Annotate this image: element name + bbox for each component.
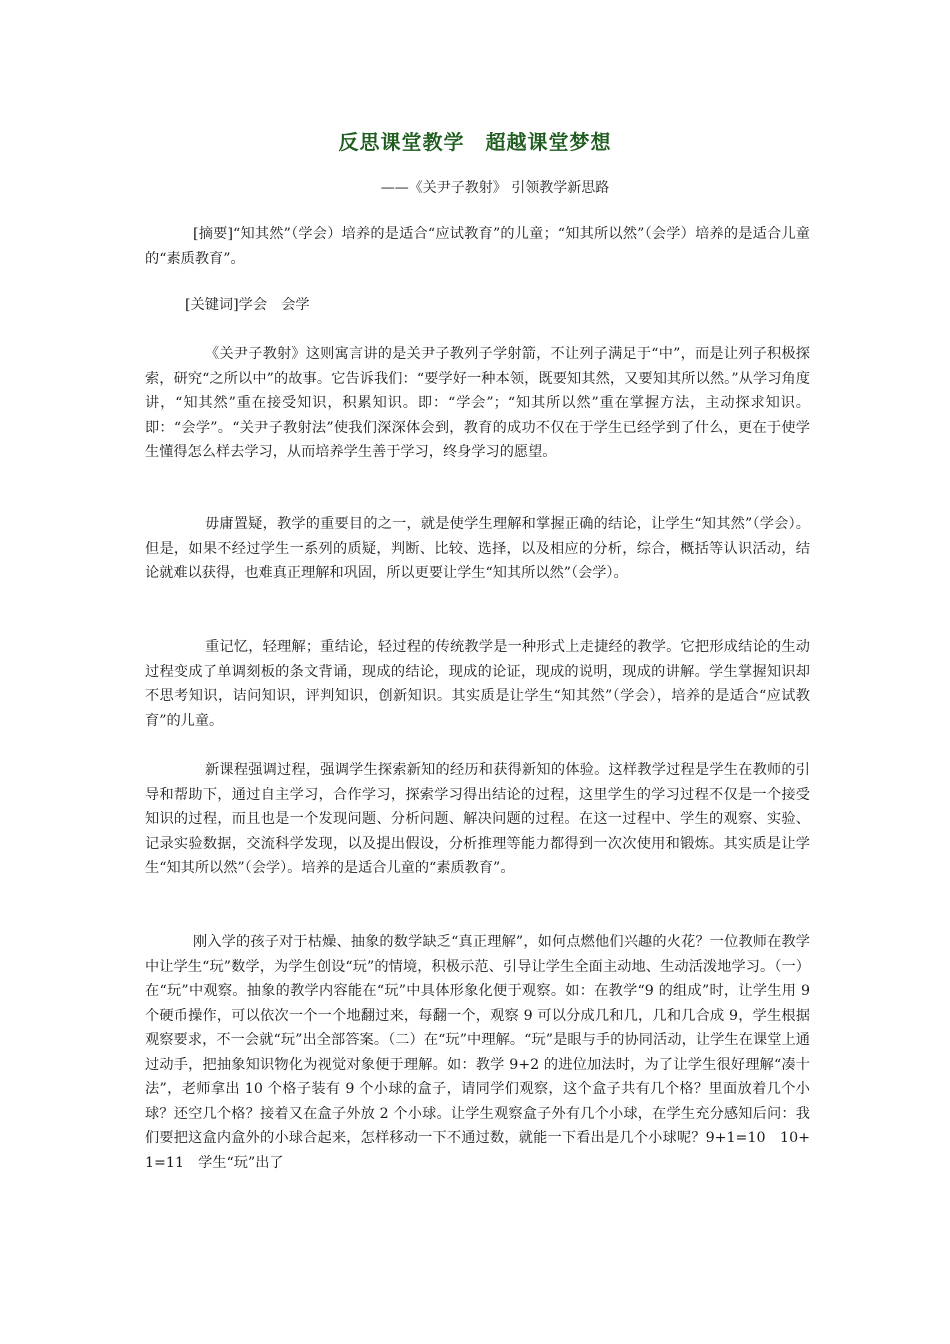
abstract-text: [摘要]“知其然”（学会）培养的是适合“应试教育”的儿童；“知其所以然”（会学）培养的是适合儿童的“素质教育”。 [145,226,810,267]
paragraph-text: 新课程强调过程，强调学生探索新知的经历和获得新知的体验。这样教学过程是学生在教师的引导和帮助下，通过自主学习，合作学习，探索学习得出结论的过程，这里学生的学习过程不仅是一个接受知识的过程，而且也是一个发现问题、分析问题、解决问题的过程。在这一过程中、学生的观察、实验、记录实验数据，交流科学发现，以及提出假设，分析推理等能力都得到一次次使用和锻炼。其实质是让学生“知其所以然”（会学）。培养的是适合儿童的“素质教育”。 [145,762,810,876]
paragraph-2 [145,512,810,586]
document-title: 反思课堂教学 超越课堂梦想 [338,130,612,154]
paragraph-3 [145,635,810,733]
keywords-text: [关键词]学会 会学 [185,297,310,313]
paragraph-4 [145,758,810,881]
paragraph-5 [145,930,810,1175]
paragraph-1 [145,342,810,465]
document-subtitle: ——《关尹子教射》 引领教学新思路 [380,180,610,196]
abstract [145,222,810,271]
paragraph-text: 刚入学的孩子对于枯燥、抽象的数学缺乏“真正理解”，如何点燃他们兴趣的火花？一位教师在教学中让学生“玩”数学，为学生创设“玩”的情境，积极示范、引导让学生全面主动地、生动活泼地学习。（一）在“玩”中观察。抽象的教学内容能在“玩”中具体形象化便于观察。如：在教学“9 的组成”时，让学生用 9 个硬币操作，可以依次一个一个地翻过来，每翻一个，观察 9 可以分成几和几，几和几合成 9，学生根据观察要求，不一会就“玩”出全部答案。（二）在“玩”中理解。“玩”是眼与手的协同活动，让学生在课堂上通过动手，把抽象知识物化为视觉对象便于理解。如：教学 9+2 的进位加法时，为了让学生很好理解“凑十法”，老师拿出 10 个格子装有 9 个小球的盒子，请同学们观察，这个盒子共有几个格？里面放着几个小球？还空几个格？接着又在盒子外放 2 个小球。让学生观察盒子外有几个小球，在学生充分感知后问：我们要把这盒内盒外的小球合起来，怎样移动一下不通过数，就能一下看出是几个小球呢？9+1=10 10+1=11 学生“玩”出了 [145,934,810,1171]
paragraph-text: 毋庸置疑，教学的重要目的之一，就是使学生理解和掌握正确的结论，让学生“知其然”（学会）。但是，如果不经过学生一系列的质疑，判断、比较、选择，以及相应的分析，综合，概括等认识活动，结论就难以获得，也难真正理解和巩固，所以更要让学生“知其所以然”（会学）。 [145,516,810,581]
paragraph-text: 《关尹子教射》这则寓言讲的是关尹子教列子学射箭，不让列子满足于“中”，而是让列子积极探索，研究“之所以中”的故事。它告诉我们：“要学好一种本领，既要知其然，又要知其所以然。”从学习角度讲，“知其然”重在接受知识，积累知识。即：“学会”；“知其所以然”重在掌握方法，主动探求知识。即：“会学”。“关尹子教射法”使我们深深体会到，教育的成功不仅在于学生已经学到了什么，更在于使学生懂得怎么样去学习，从而培养学生善于学习，终身学习的愿望。 [145,346,810,460]
keywords [185,293,585,318]
paragraph-text: 重记忆，轻理解；重结论，轻过程的传统教学是一种形式上走捷经的教学。它把形成结论的生动过程变成了单调刻板的条文背诵，现成的结论，现成的论证，现成的说明，现成的讲解。学生掌握知识却不思考知识，诘问知识，评判知识，创新知识。其实质是让学生“知其然”（学会），培养的是适合“应试教育”的儿童。 [145,639,810,729]
